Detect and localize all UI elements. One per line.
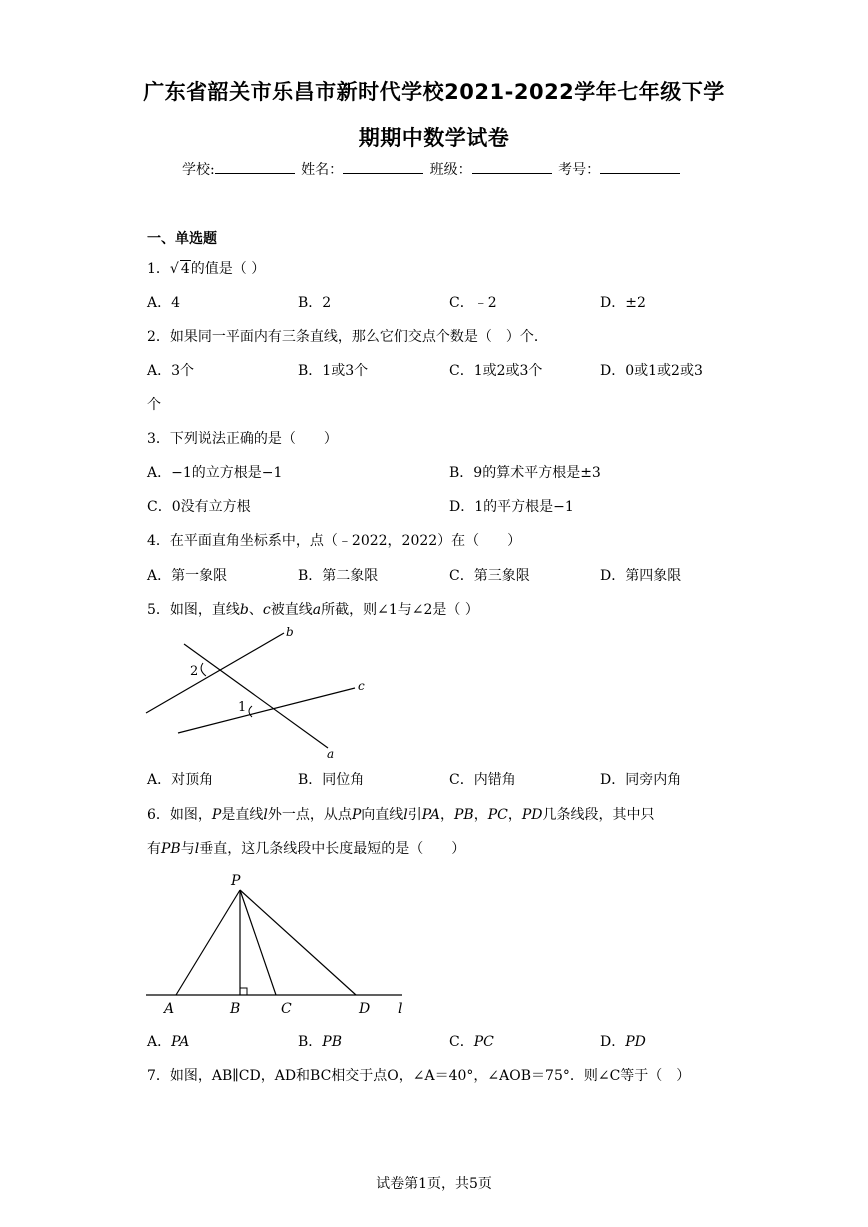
q6-var-l: l bbox=[263, 807, 268, 823]
q6-text-5: 引 bbox=[407, 807, 422, 823]
q6-option-b-letter: B． bbox=[298, 1034, 323, 1050]
q3-option-b[interactable]: B．9的算术平方根是±3 bbox=[449, 465, 601, 481]
line-c bbox=[178, 688, 355, 733]
q6-text-6: 几条线段，其中只 bbox=[542, 807, 655, 823]
question-3: 3．下列说法正确的是（ ） bbox=[147, 431, 338, 447]
q6-var-pa: PA bbox=[421, 807, 440, 823]
name-blank[interactable] bbox=[343, 161, 423, 174]
q6-var-pb: PB bbox=[453, 807, 474, 823]
q6-text-3: 外一点，从点 bbox=[267, 807, 352, 823]
q2-option-b[interactable]: B．1或3个 bbox=[298, 363, 369, 379]
q6-comma-3: ， bbox=[507, 807, 522, 823]
q6-var-pd: PD bbox=[521, 807, 543, 823]
q3-option-c[interactable]: C．0没有立方根 bbox=[147, 499, 251, 515]
q1-option-d[interactable]: D．±2 bbox=[600, 295, 646, 311]
label-l: l bbox=[398, 1001, 403, 1017]
label-a: a bbox=[327, 747, 335, 761]
q5-text-2: 、 bbox=[248, 602, 263, 618]
q5-figure bbox=[140, 620, 380, 765]
q5-option-d[interactable]: D．同旁内角 bbox=[600, 772, 682, 788]
q6-var-p: P bbox=[211, 807, 222, 823]
label-b: B bbox=[230, 1001, 241, 1017]
sqrt-expression: √ 4 bbox=[169, 261, 190, 277]
q5-option-a[interactable]: A．对顶角 bbox=[147, 772, 214, 788]
label-c: C bbox=[281, 1001, 292, 1017]
label-b: b bbox=[286, 625, 294, 639]
q6-var-l-3: l bbox=[194, 841, 200, 857]
question-1 bbox=[147, 258, 265, 278]
q6-text-9: 垂直，这几条线段中长度最短的是（ ） bbox=[199, 841, 466, 857]
q5-var-c: c bbox=[262, 602, 271, 618]
q1-option-c[interactable]: C．﹣2 bbox=[449, 295, 497, 311]
q6-option-d-text: PD bbox=[625, 1034, 646, 1050]
q5-var-b: b bbox=[239, 602, 249, 618]
q6-option-b[interactable] bbox=[298, 1031, 342, 1051]
exam-title-line-2: 期期中数学试卷 bbox=[358, 126, 510, 150]
q1-option-b[interactable]: B．2 bbox=[298, 295, 332, 311]
q6-var-pb-2: PB bbox=[161, 841, 181, 857]
question-5 bbox=[147, 599, 479, 619]
name-label: 姓名： bbox=[301, 162, 344, 178]
radicand: 4 bbox=[180, 261, 190, 277]
school-label: 学校: bbox=[182, 162, 215, 178]
label-d: D bbox=[359, 1001, 371, 1017]
question-6-line-2 bbox=[147, 838, 465, 858]
q6-var-pc: PC bbox=[487, 807, 508, 823]
class-blank[interactable] bbox=[472, 161, 552, 174]
q6-text-4: 向直线 bbox=[361, 807, 404, 823]
student-info-line bbox=[182, 159, 682, 179]
q6-text-8: 与 bbox=[180, 841, 195, 857]
q6-comma-1: ， bbox=[439, 807, 454, 823]
q6-option-a-letter: A． bbox=[147, 1034, 172, 1050]
question-4: 4．在平面直角坐标系中，点（﹣2022，2022）在（ ） bbox=[147, 533, 522, 549]
q6-option-c-letter: C． bbox=[449, 1034, 474, 1050]
label-c: c bbox=[358, 679, 365, 693]
q2-option-d-continued: 个 bbox=[147, 397, 161, 413]
question-2: 2．如果同一平面内有三条直线，那么它们交点个数是（ ）个． bbox=[147, 329, 548, 345]
q6-option-c[interactable] bbox=[449, 1031, 494, 1051]
section-heading: 一、单选题 bbox=[147, 231, 217, 247]
q6-option-a-text: PA bbox=[171, 1034, 190, 1050]
q6-figure bbox=[140, 866, 420, 1021]
line-a bbox=[184, 644, 328, 748]
question-7: 7．如图，AB∥CD，AD和BC相交于点O，∠A＝40°，∠AOB＝75°．则∠C等于（ ） bbox=[147, 1068, 691, 1084]
q2-option-a[interactable]: A．3个 bbox=[147, 363, 195, 379]
q5-option-b[interactable]: B．同位角 bbox=[298, 772, 365, 788]
q6-option-a[interactable] bbox=[147, 1031, 189, 1051]
q5-var-a: a bbox=[312, 602, 322, 618]
exam-number-blank[interactable] bbox=[600, 161, 680, 174]
right-angle-mark bbox=[240, 988, 247, 995]
q6-text-2: 是直线 bbox=[221, 807, 264, 823]
label-angle-2: 2 bbox=[190, 664, 199, 679]
exam-title-line-1: 广东省韶关市乐昌市新时代学校2021-2022学年七年级下学 bbox=[143, 80, 725, 104]
question-1-number: 1． bbox=[147, 261, 170, 277]
q4-option-c[interactable]: C．第三象限 bbox=[449, 568, 530, 584]
q6-option-d-letter: D． bbox=[600, 1034, 626, 1050]
q2-option-c[interactable]: C．1或2或3个 bbox=[449, 363, 543, 379]
q6-option-d[interactable] bbox=[600, 1031, 646, 1051]
exam-number-label: 考号： bbox=[558, 162, 601, 178]
q5-option-c[interactable]: C．内错角 bbox=[449, 772, 516, 788]
question-6-line-1 bbox=[147, 804, 655, 824]
q6-text-7: 有 bbox=[147, 841, 161, 857]
segment-pa bbox=[176, 890, 240, 995]
label-angle-1: 1 bbox=[238, 700, 247, 715]
q3-option-a[interactable]: A．−1的立方根是−1 bbox=[147, 465, 283, 481]
q6-var-l-2: l bbox=[403, 807, 408, 823]
q4-option-b[interactable]: B．第二象限 bbox=[298, 568, 379, 584]
q2-option-d[interactable]: D．0或1或2或3 bbox=[600, 363, 703, 379]
q6-comma-2: ， bbox=[473, 807, 488, 823]
label-a: A bbox=[164, 1001, 175, 1017]
class-label: 班级： bbox=[429, 162, 472, 178]
q4-option-a[interactable]: A．第一象限 bbox=[147, 568, 228, 584]
page-footer: 试卷第1页，共5页 bbox=[376, 1176, 492, 1192]
school-blank[interactable] bbox=[215, 161, 295, 174]
q4-option-d[interactable]: D．第四象限 bbox=[600, 568, 682, 584]
q5-text-1: 5．如图，直线 bbox=[147, 602, 240, 618]
q1-option-a[interactable]: A．4 bbox=[147, 295, 181, 311]
q3-option-d[interactable]: D．1的平方根是−1 bbox=[449, 499, 574, 515]
question-1-text: 的值是（ ） bbox=[190, 261, 266, 277]
q5-text-3: 被直线 bbox=[270, 602, 313, 618]
q6-option-b-text: PB bbox=[322, 1034, 343, 1050]
q6-var-p-2: P bbox=[351, 807, 362, 823]
q6-option-c-text: PC bbox=[473, 1034, 494, 1050]
label-p: P bbox=[231, 873, 241, 889]
q6-text-1: 6．如图， bbox=[147, 807, 212, 823]
angle-2-arc bbox=[201, 663, 206, 676]
q5-text-4: 所截，则∠1与∠2是（ ） bbox=[321, 602, 479, 618]
